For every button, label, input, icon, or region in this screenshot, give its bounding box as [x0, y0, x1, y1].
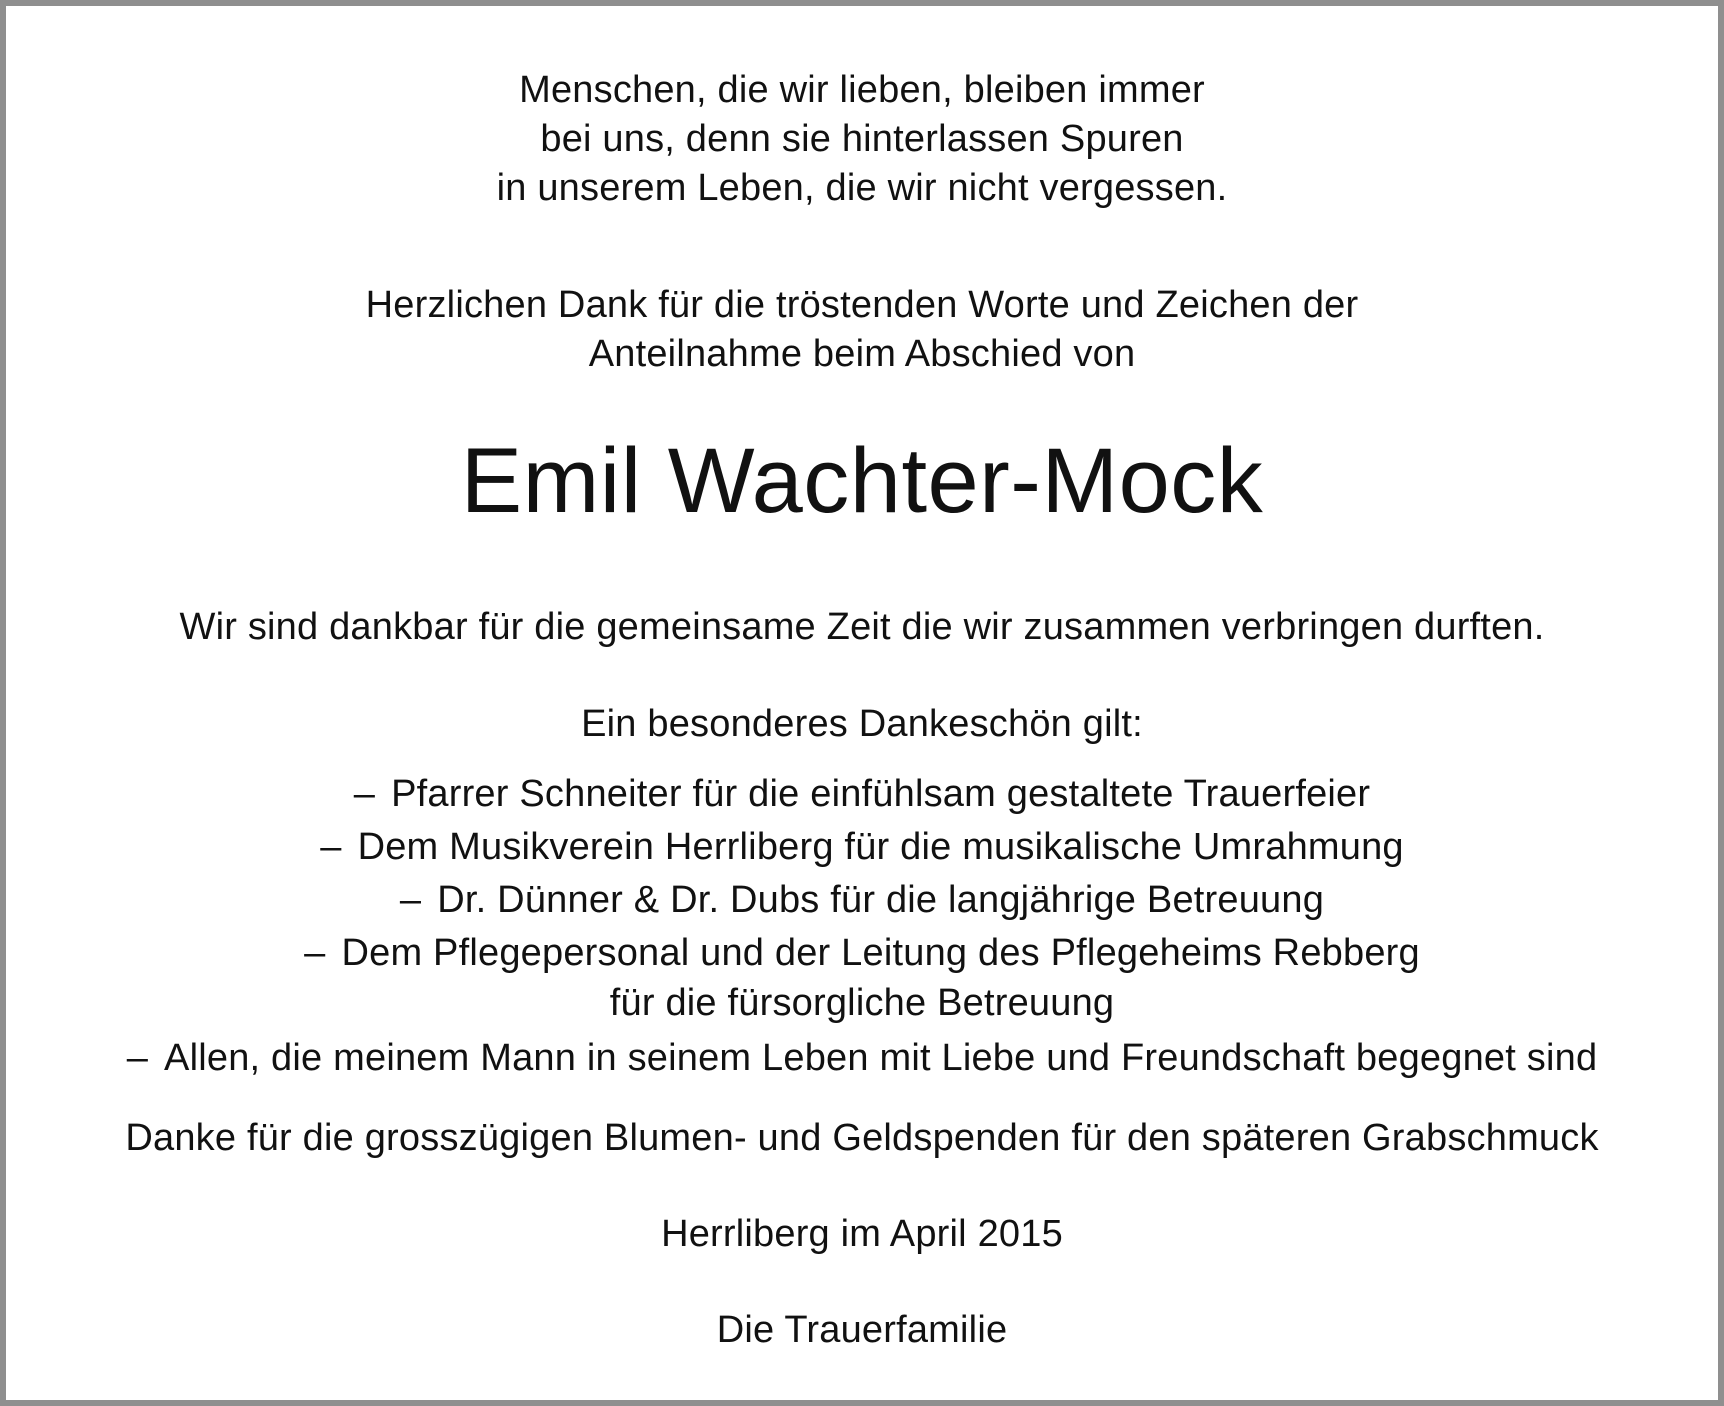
gratitude-text: Wir sind dankbar für die gemeinsame Zeit die wir zusammen verbringen durften. [179, 606, 1545, 648]
signature: Die Trauerfamilie [716, 1309, 1008, 1351]
place-date: Herrliberg im April 2015 [661, 1213, 1063, 1255]
special-thanks-item [6, 821, 1718, 873]
special-thanks-text: Allen, die meinem Mann in seinem Leben mit Liebe und Freundschaft begegnet sind [164, 1037, 1598, 1079]
dash-bullet: – [320, 826, 342, 868]
special-thanks-item [6, 1032, 1718, 1084]
donations-thanks: Danke für die grosszügigen Blumen- und Geldspenden für den späteren Grabschmuck [125, 1117, 1599, 1159]
motto-line-1: Menschen, die wir lieben, bleiben immer [519, 69, 1205, 111]
special-thanks-text: Pfarrer Schneiter für die einfühlsam gestaltete Trauerfeier [391, 773, 1371, 815]
deceased-name: Emil Wachter-Mock [460, 430, 1264, 532]
dash-bullet: – [399, 879, 422, 921]
dash-bullet: – [353, 773, 376, 815]
special-thanks-item [6, 874, 1718, 926]
special-thanks-heading: Ein besonderes Dankeschön gilt: [581, 703, 1143, 745]
special-thanks-item [6, 927, 1718, 979]
special-thanks-text: Dem Musikverein Herrliberg für die musikalische Umrahmung [357, 826, 1404, 868]
motto-line-3: in unserem Leben, die wir nicht vergessen. [496, 167, 1228, 209]
dash-bullet: – [304, 932, 326, 974]
motto-line-2: bei uns, denn sie hinterlassen Spuren [540, 118, 1184, 160]
dash-bullet: – [126, 1037, 149, 1079]
thanks-intro-line-1: Herzlichen Dank für die tröstenden Worte und Zeichen der [365, 284, 1359, 326]
special-thanks-item [6, 768, 1718, 820]
special-thanks-text: Dr. Dünner & Dr. Dubs für die langjährige Betreuung [437, 879, 1325, 921]
thanks-intro-line-2: Anteilnahme beim Abschied von [588, 333, 1136, 375]
special-thanks-continuation: für die fürsorgliche Betreuung [609, 982, 1115, 1024]
special-thanks-text: Dem Pflegepersonal und der Leitung des Pflegeheims Rebberg [341, 932, 1420, 974]
